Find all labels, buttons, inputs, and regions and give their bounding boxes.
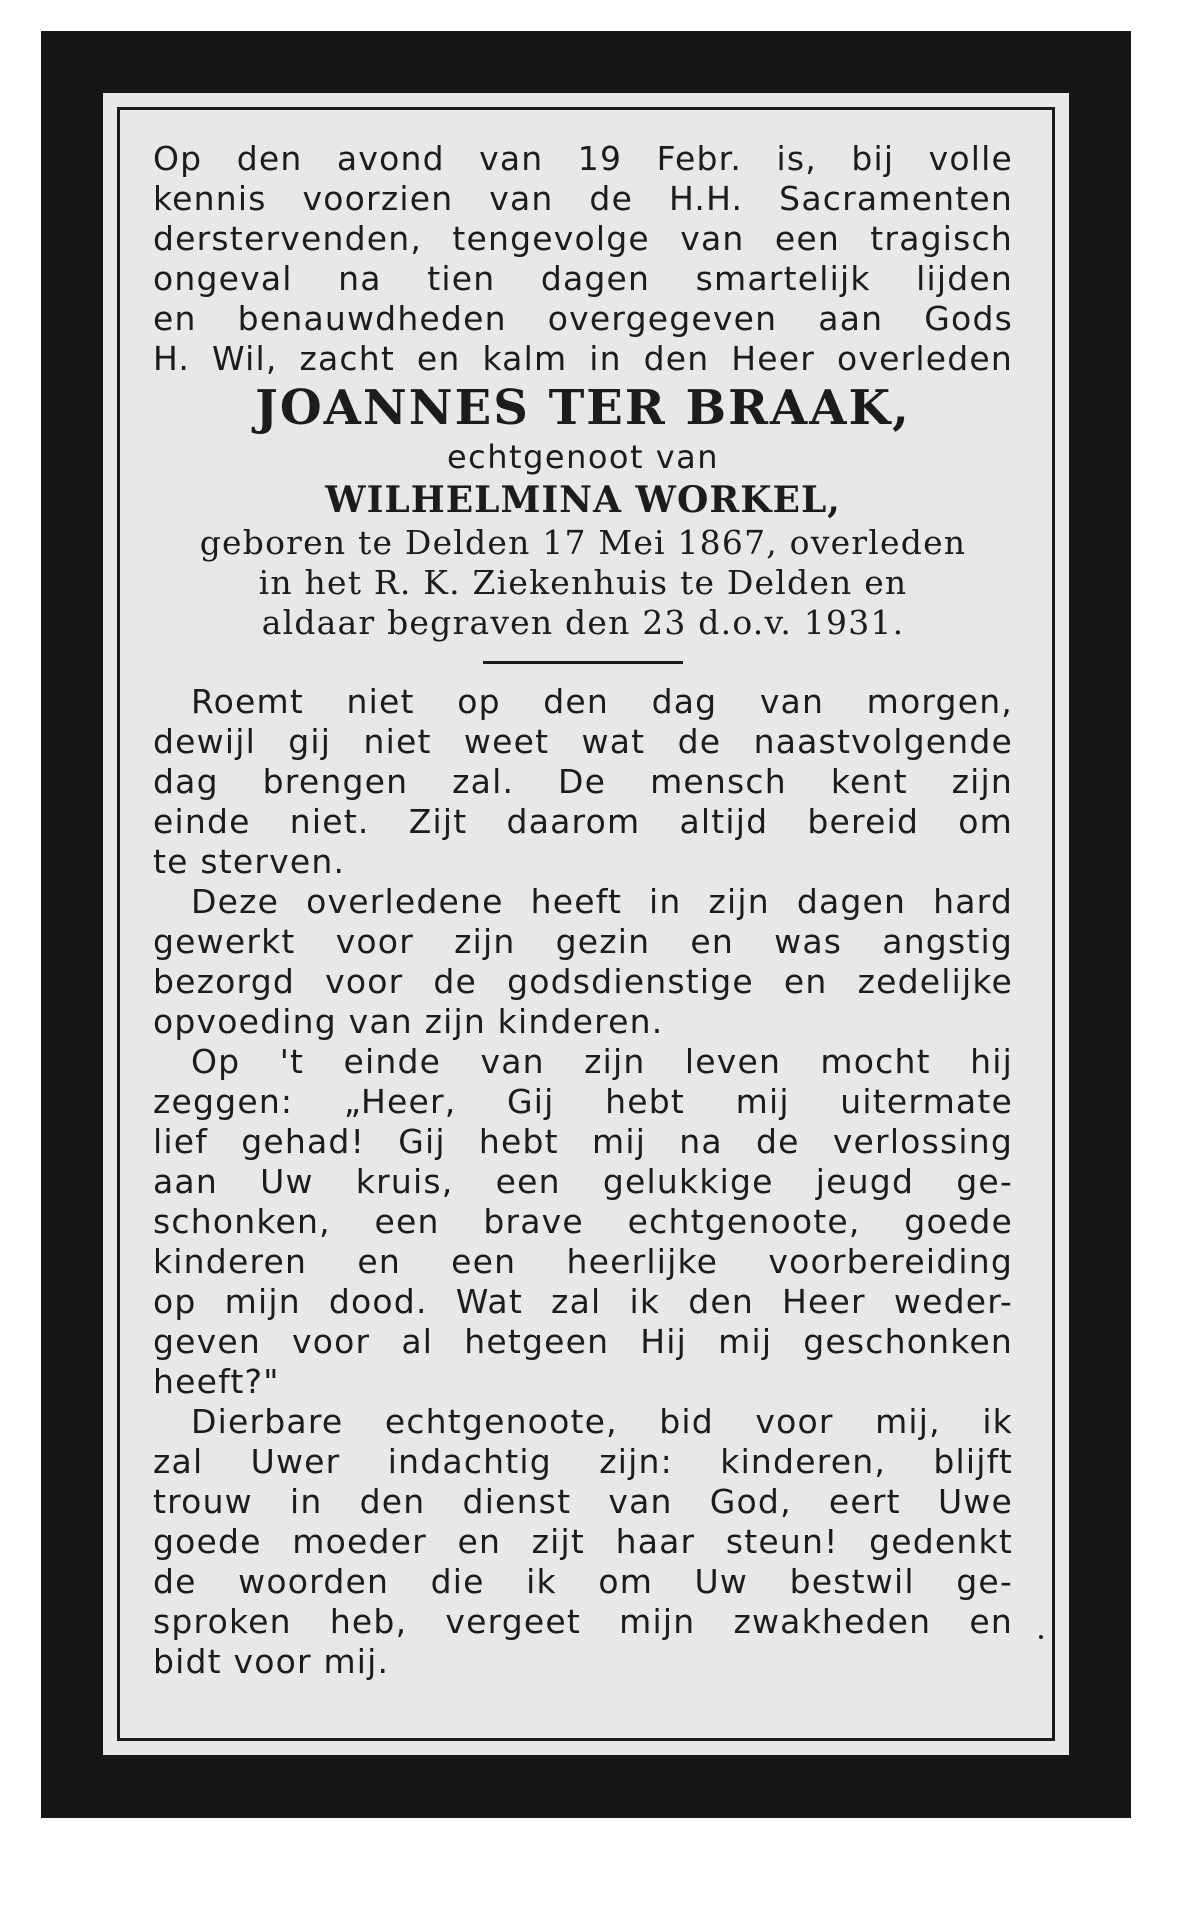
paragraph-deze <box>153 882 1013 1042</box>
paragraph-line: schonken, een brave echtgenoote, goede <box>153 1202 1013 1241</box>
deceased-name: JOANNES TER BRAAK, <box>255 380 911 436</box>
intro-line: kennis voorzien van de H.H. Sacramenten <box>153 179 1013 218</box>
paragraph-line: Dierbare echtgenoote, bid voor mij, ik <box>191 1402 1013 1441</box>
intro-line: en benauwdheden overgegeven aan Gods <box>153 299 1013 338</box>
card-paper <box>103 93 1069 1755</box>
paragraph-line: zeggen: „Heer, Gij hebt mij uitermate <box>153 1082 1013 1121</box>
paragraph-line: bidt voor mij. <box>153 1642 390 1681</box>
paragraph-line: sproken heb, vergeet mijn zwakheden en <box>153 1602 1013 1641</box>
spouse-name: WILHELMINA WORKEL, <box>325 479 841 521</box>
paragraph-line: opvoeding van zijn kinderen. <box>153 1002 664 1041</box>
paragraph-line: Roemt niet op den dag van morgen, <box>191 682 1013 721</box>
paragraph-dierbare <box>153 1402 1013 1682</box>
paragraph-line: zal Uwer indachtig zijn: kinderen, blijft <box>153 1442 1013 1481</box>
paragraph-roemt <box>153 682 1013 882</box>
birth-line: aldaar begraven den 23 d.o.v. 1931. <box>261 603 905 642</box>
mourning-card <box>41 31 1131 1818</box>
card-text <box>153 139 1013 1682</box>
paragraph-line: kinderen en een heerlijke voorbereiding <box>153 1242 1013 1281</box>
paragraph-line: op mijn dood. Wat zal ik den Heer weder- <box>153 1282 1013 1321</box>
birth-line: in het R. K. Ziekenhuis te Delden en <box>258 563 908 602</box>
paragraph-line: Deze overledene heeft in zijn dagen hard <box>191 882 1013 921</box>
paragraph-op-t-einde <box>153 1042 1013 1402</box>
paragraph-line: aan Uw kruis, een gelukkige jeugd ge- <box>153 1162 1013 1201</box>
birth-line: geboren te Delden 17 Mei 1867, overleden <box>199 523 967 562</box>
paragraph-line: dewijl gij niet weet wat de naastvolgende <box>153 722 1013 761</box>
paragraph-line: gewerkt voor zijn gezin en was angstig <box>153 922 1013 961</box>
birth-death-details <box>153 523 1013 643</box>
spouse-label: echtgenoot van <box>446 438 720 476</box>
intro-line: H. Wil, zacht en kalm in den Heer overleden <box>153 339 1013 378</box>
paragraph-line: geven voor al hetgeen Hij mij geschonken <box>153 1322 1013 1361</box>
paragraph-line: einde niet. Zijt daarom altijd bereid om <box>153 802 1013 841</box>
paragraph-line: de woorden die ik om Uw bestwil ge- <box>153 1562 1013 1601</box>
intro-text <box>153 139 1013 379</box>
paragraph-line: Op 't einde van zijn leven mocht hij <box>191 1042 1013 1081</box>
paragraph-line: dag brengen zal. De mensch kent zijn <box>153 762 1013 801</box>
paragraph-line: heeft?" <box>153 1362 280 1401</box>
paragraph-line: goede moeder en zijt haar steun! gedenkt <box>153 1522 1013 1561</box>
paragraph-line: trouw in den dienst van God, eert Uwe <box>153 1482 1013 1521</box>
intro-line: derstervenden, tengevolge van een tragisch <box>153 219 1013 258</box>
paragraph-line: bezorgd voor de godsdienstige en zedelijke <box>153 962 1013 1001</box>
intro-line: ongeval na tien dagen smartelijk lijden <box>153 259 1013 298</box>
divider-rule <box>483 661 683 664</box>
paragraph-line: lief gehad! Gij hebt mij na de verlossing <box>153 1122 1013 1161</box>
paragraph-line: te sterven. <box>153 842 346 881</box>
intro-line: Op den avond van 19 Febr. is, bij volle <box>153 139 1013 178</box>
ink-speck <box>1039 1635 1043 1639</box>
